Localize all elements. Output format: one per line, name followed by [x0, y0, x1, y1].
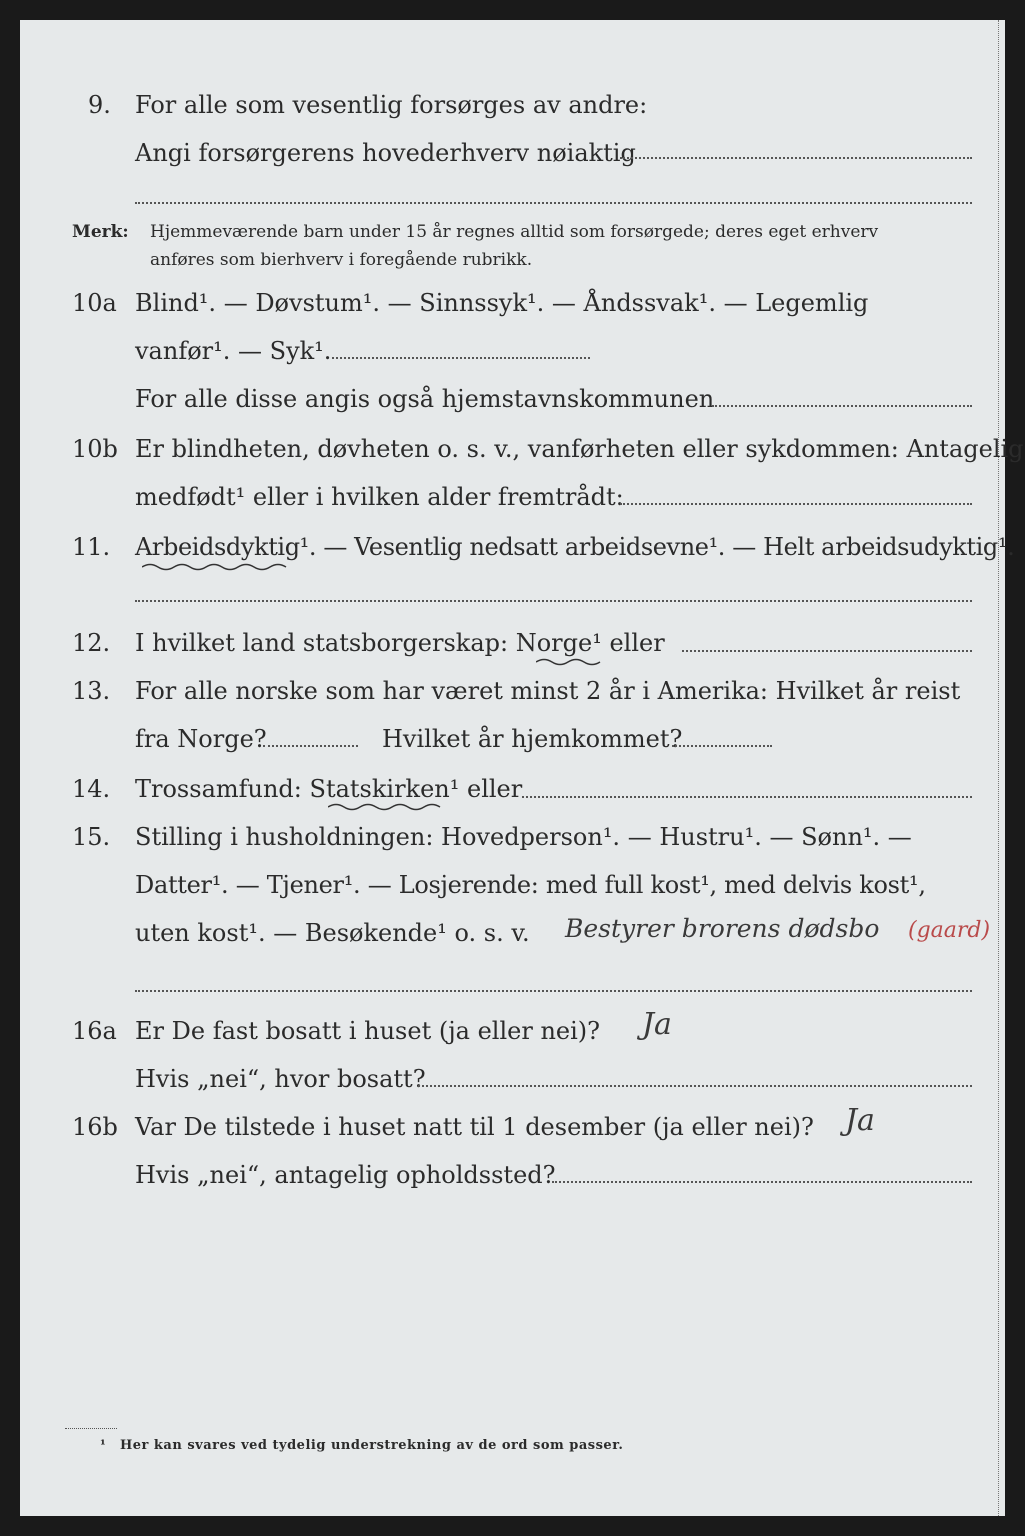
q13-left-line[interactable]	[263, 745, 358, 747]
q10a-line1: Blind¹. — Døvstum¹. — Sinnssyk¹. — Åndssvak¹. — Legemlig	[135, 289, 869, 317]
q14-line1: Trossamfund: Statskirken¹ eller	[135, 775, 523, 803]
q15-handwritten-answer: Bestyrer brorens dødsbo	[565, 914, 880, 943]
q16b-line2: Hvis „nei“, antagelig opholdssted?	[135, 1161, 556, 1189]
q15-handwritten-red-note: (gaard)	[908, 918, 991, 943]
q16b-whereabouts-line[interactable]	[552, 1181, 972, 1183]
q10a-line3: For alle disse angis også hjemstavnskommunen	[135, 385, 715, 413]
q9-answer-line[interactable]	[620, 157, 972, 159]
q13-line1: For alle norske som har været minst 2 år i Amerika: Hvilket år reist	[135, 677, 961, 705]
q10a-line2: vanfør¹. — Syk¹.	[135, 337, 332, 365]
q10a-sick-line[interactable]	[332, 357, 590, 359]
q9-line1: For alle som vesentlig forsørges av andre:	[135, 91, 648, 119]
q11-underline-mark	[142, 562, 292, 572]
q15-line3: uten kost¹. — Besøkende¹ o. s. v.	[135, 919, 530, 947]
census-form-page	[20, 20, 1024, 1516]
q10a-number: 10a	[72, 289, 117, 317]
q11-line1: Arbeidsdyktig¹. — Vesentlig nedsatt arbeidsevne¹. — Helt arbeidsudyktig¹.	[135, 533, 1015, 561]
q9-line2: Angi forsørgerens hovederhverv nøiaktig	[135, 139, 636, 167]
q9-number: 9.	[88, 91, 111, 119]
merk-line2: anføres som bierhverv i foregående rubrikk.	[150, 250, 533, 270]
footnote-text: Her kan svares ved tydelig understrekning av de ord som passer.	[120, 1438, 624, 1453]
q12-answer-line[interactable]	[682, 650, 972, 652]
q10b-number: 10b	[72, 435, 118, 463]
q10b-line1: Er blindheten, døvheten o. s. v., vanførheten eller sykdommen: Antagelig	[135, 435, 1024, 463]
q16a-number: 16a	[72, 1017, 117, 1045]
q10b-answer-line[interactable]	[620, 503, 972, 505]
q9-extra-line[interactable]	[135, 202, 972, 204]
q16b-handwritten-answer: Ja	[845, 1103, 875, 1138]
footnote-mark: ¹	[100, 1438, 107, 1453]
q15-extra-line[interactable]	[135, 990, 972, 992]
footnote-rule	[65, 1428, 117, 1429]
q13-return-line[interactable]	[672, 745, 772, 747]
q15-number: 15.	[72, 823, 111, 851]
merk-label: Merk:	[72, 222, 129, 242]
q14-number: 14.	[72, 775, 111, 803]
q16a-line2: Hvis „nei“, hvor bosatt?	[135, 1065, 426, 1093]
q12-line1: I hvilket land statsborgerskap: Norge¹ eller	[135, 629, 665, 657]
q16b-number: 16b	[72, 1113, 118, 1141]
q13-number: 13.	[72, 677, 111, 705]
q11-number: 11.	[72, 533, 111, 561]
merk-line1: Hjemmeværende barn under 15 år regnes alltid som forsørgede; deres eget erhverv	[150, 222, 879, 242]
q16b-line1: Var De tilstede i huset natt til 1 desember (ja eller nei)?	[135, 1113, 814, 1141]
page-edge-perforation	[998, 20, 1001, 1516]
q10b-line2: medfødt¹ eller i hvilken alder fremtrådt:	[135, 483, 624, 511]
q10a-municipality-line[interactable]	[712, 405, 972, 407]
q16a-residence-line[interactable]	[418, 1085, 972, 1087]
q15-line2: Datter¹. — Tjener¹. — Losjerende: med full kost¹, med delvis kost¹,	[135, 871, 926, 899]
q15-line1: Stilling i husholdningen: Hovedperson¹. — Hustru¹. — Sønn¹. —	[135, 823, 912, 851]
q16a-line1: Er De fast bosatt i huset (ja eller nei)?	[135, 1017, 601, 1045]
q13-line2a: fra Norge?	[135, 725, 267, 753]
q12-underline-mark	[536, 657, 604, 667]
q12-number: 12.	[72, 629, 111, 657]
q14-answer-line[interactable]	[522, 796, 972, 798]
q13-line2b: Hvilket år hjemkommet?	[382, 725, 683, 753]
q11-extra-line[interactable]	[135, 600, 972, 602]
q14-underline-mark	[328, 802, 448, 812]
q16a-handwritten-answer: Ja	[642, 1007, 672, 1042]
